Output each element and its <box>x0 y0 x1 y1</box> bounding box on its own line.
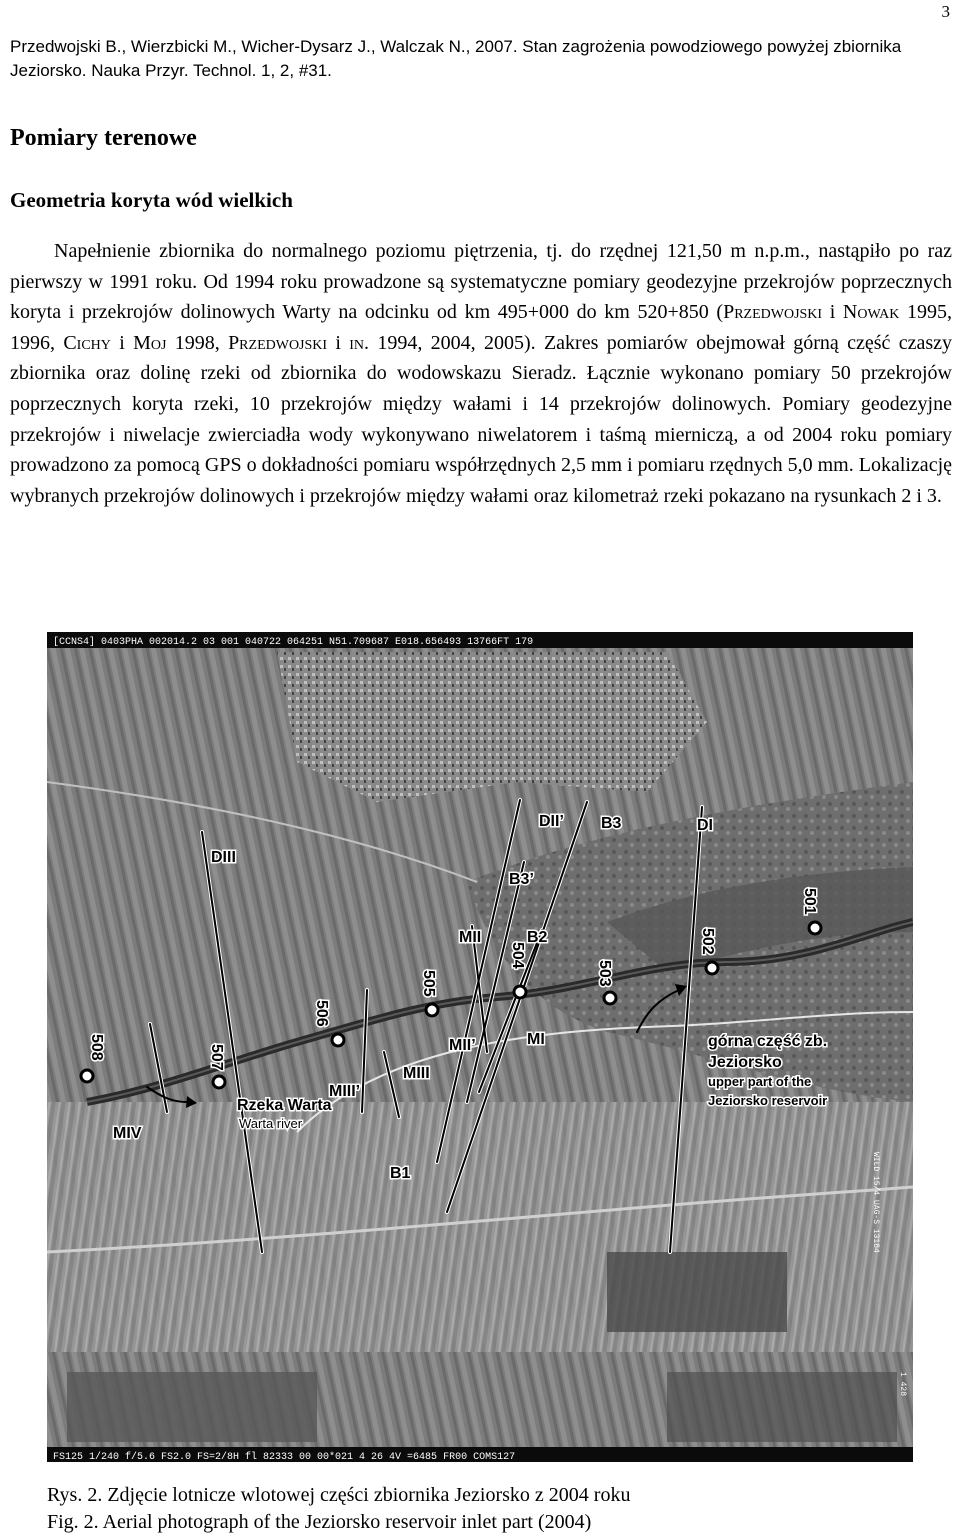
page-number: 3 <box>941 2 950 21</box>
label-b2: B2 <box>527 929 548 946</box>
footer-strip: FS125 1/240 f/5.6 FS2.0 FS=2/8H fl 82333 00 00*021 4 26 4V =6485 FR00 COMS127 <box>53 1452 516 1462</box>
km-label-507: 507 <box>208 1044 225 1071</box>
river-label-en: Warta river <box>239 1116 303 1131</box>
aerial-photo-figure <box>47 632 913 1462</box>
subsection-title: Geometria koryta wód wielkich <box>10 188 293 212</box>
label-diii: DIII <box>211 849 236 866</box>
label-miv: MIV <box>113 1125 142 1142</box>
label-miip: MII’ <box>449 1037 476 1054</box>
header-strip: [CCNS4] 0403PHA 002014.2 03 001 040722 064251 N51.709687 E018.656493 13766FT 179 <box>53 637 534 648</box>
km-label-503: 503 <box>596 960 613 987</box>
label-mii: MII <box>459 929 482 946</box>
label-miiip: MIII’ <box>329 1083 361 1100</box>
figure-caption-en: Fig. 2. Aerial photograph of the Jeziorsko reservoir inlet part (2004) <box>47 1511 592 1533</box>
side-strip: WILD 15/4 UAG-S 13184 <box>871 1152 880 1253</box>
km-marker-504 <box>514 986 526 998</box>
km-label-505: 505 <box>420 970 437 997</box>
km-label-508: 508 <box>88 1034 105 1061</box>
km-label-501: 501 <box>801 888 818 915</box>
km-label-506: 506 <box>313 1000 330 1027</box>
section-title: Pomiary terenowe <box>10 125 197 151</box>
reservoir-label-en-1: upper part of the <box>708 1074 812 1089</box>
km-marker-506 <box>332 1034 344 1046</box>
km-label-504: 504 <box>509 942 526 969</box>
citation: Przedwojski B., Wierzbicki M., Wicher-Dysarz J., Walczak N., 2007. Stan zagrożenia powodziowego powyżej zbiornika Jeziorsko. Nauka Przyr. Technol. 1, 2, #31. <box>10 37 902 80</box>
label-b3: B3 <box>601 815 622 832</box>
label-mi: MI <box>527 1031 545 1048</box>
river-label-pl: Rzeka Warta <box>237 1097 332 1114</box>
figure-caption-pl: Rys. 2. Zdjęcie lotnicze wlotowej części zbiornika Jeziorsko z 2004 roku <box>47 1484 631 1506</box>
km-marker-507 <box>213 1076 225 1088</box>
body-paragraph: Napełnienie zbiornika do normalnego poziomu piętrzenia, tj. do rzędnej 121,50 m n.p.m., nastąpiło po raz pierwszy w 1991 roku. Od 1994 roku prowadzone są systematyczne pomiary geodezyjne przekrojów poprzecznych koryta i przekrojów dolinowych Warty na odcinku od km 495+000 do km 520+850 (Przedwojski i Nowak 1995, 1996, Cichy i Moj 1998, Przedwojski i in. 1994, 2004, 2005). Zakres pomiarów obejmował górną część czaszy zbiornika oraz dolinę rzeki od zbiornika do wodowskazu Sieradz. Łącznie wykonano pomiary 50 przekrojów poprzecznych koryta rzeki, 10 przekrojów między wałami i 14 przekrojów dolinowych. Pomiary geodezyjne przekrojów i niwelacje zwierciadła wody wykonywano niwelatorem i taśmą mierniczą, a od 2004 roku pomiary prowadzono za pomocą GPS o dokładności pomiaru współrzędnych 2,5 mm i pomiaru rzędnych 5,0 mm. Lokalizację wybranych przekrojów dolinowych i przekrojów między wałami oraz kilometraż rzeki pokazano na rysunkach 2 i 3. <box>10 240 953 507</box>
label-dii: DII’ <box>539 813 564 830</box>
aerial-photo <box>47 632 913 1462</box>
km-marker-508 <box>81 1070 93 1082</box>
label-miii: MIII <box>403 1065 430 1082</box>
right-marks: 1 428 <box>898 1372 907 1397</box>
reservoir-label-pl-2: Jeziorsko <box>708 1054 782 1071</box>
km-marker-502 <box>706 962 718 974</box>
km-label-502: 502 <box>699 928 716 955</box>
km-marker-501 <box>809 922 821 934</box>
label-di: DI <box>697 817 713 834</box>
reservoir-label-pl-1: górna część zb. <box>708 1033 828 1050</box>
km-marker-503 <box>604 992 616 1004</box>
label-b3p: B3’ <box>509 871 534 888</box>
km-marker-505 <box>426 1004 438 1016</box>
reservoir-label-en-2: Jeziorsko reservoir <box>708 1093 828 1108</box>
label-b1: B1 <box>390 1165 411 1182</box>
